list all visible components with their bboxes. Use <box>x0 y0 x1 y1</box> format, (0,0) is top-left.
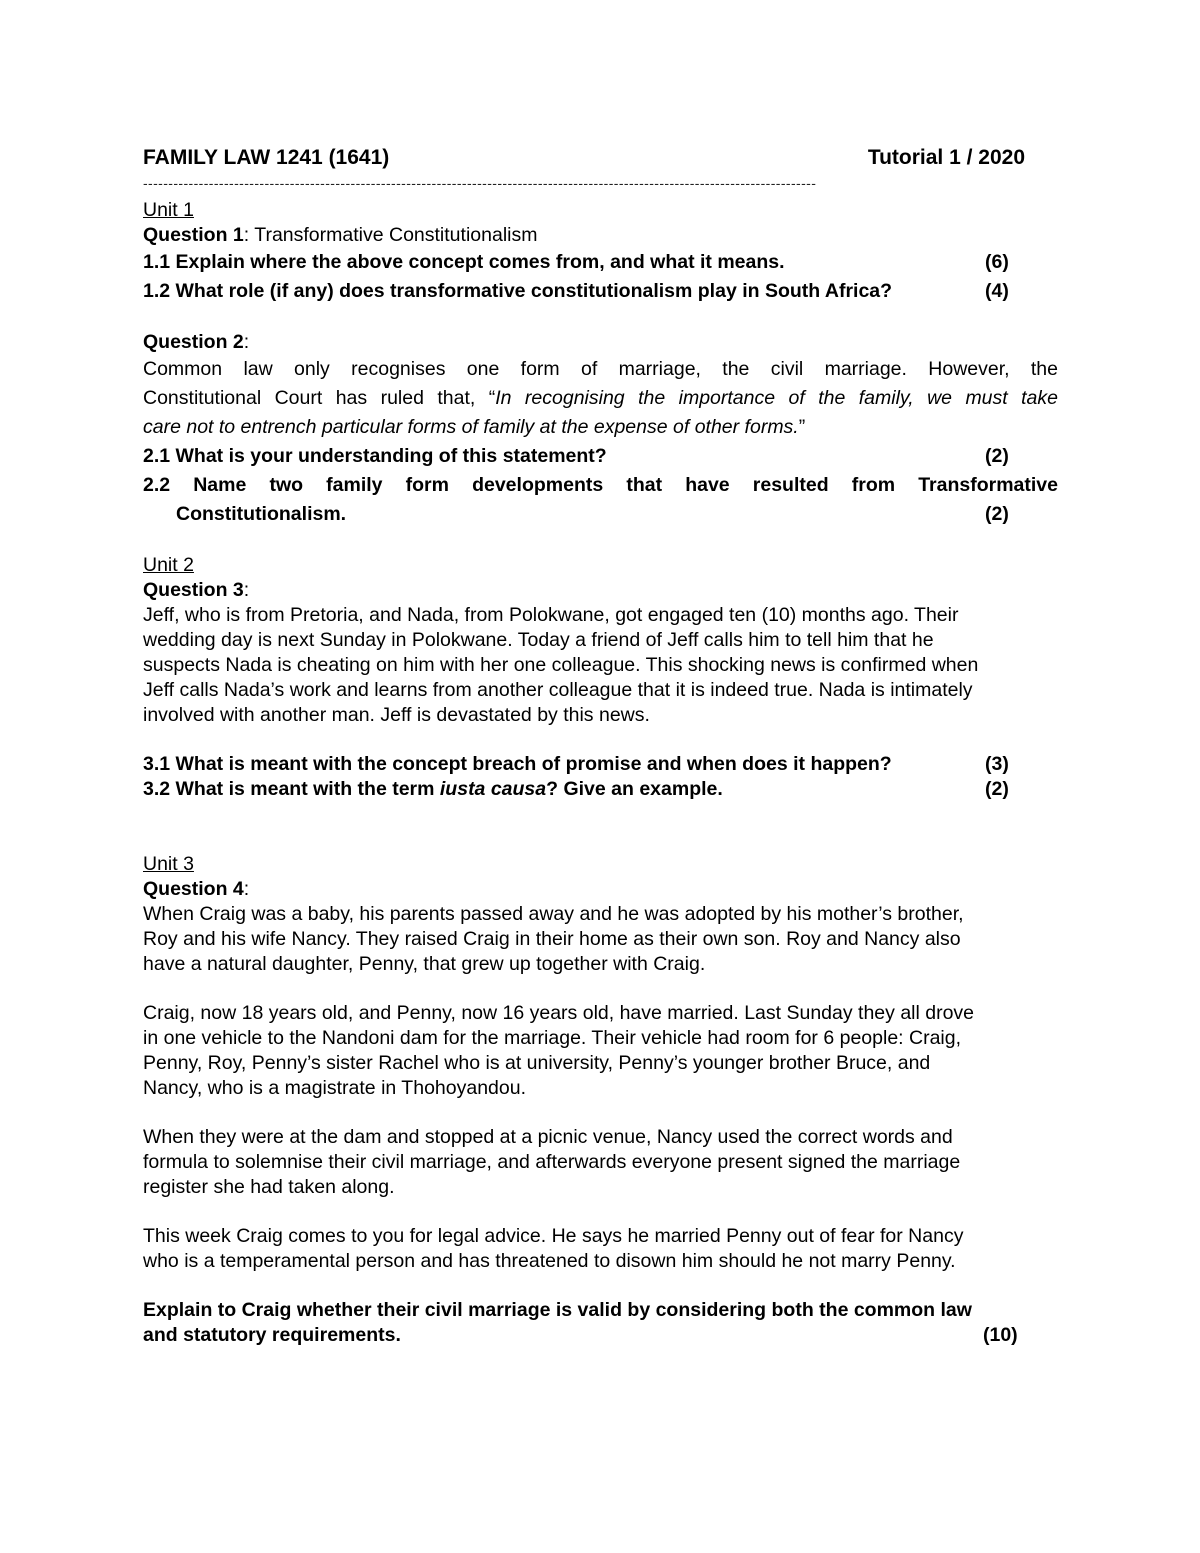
question-1-2 <box>143 277 1058 306</box>
question-2-2-mark: (2) <box>985 503 1009 525</box>
question-2-text-line-1: Common law only recognises one form of marriage, the civil marriage. However, the <box>143 358 1058 380</box>
unit-3-heading: Unit 3 <box>143 853 194 875</box>
question-1-topic: : Transformative Constitutionalism <box>243 224 538 246</box>
question-2-2-line-1: 2.2 Name two family form developments that have resulted from Transformative <box>143 474 1058 496</box>
question-1-1-text: 1.1 Explain where the above concept comes from, and what it means. <box>143 251 785 273</box>
question-1-heading <box>143 223 1058 248</box>
paragraph-line: Penny, Roy, Penny’s sister Rachel who is at university, Penny’s younger brother Bruce, and <box>143 1052 931 1074</box>
paragraph-line: register she had taken along. <box>143 1176 395 1198</box>
document-header <box>143 140 1058 176</box>
question-2-heading <box>143 330 1058 355</box>
question-4-task-mark: (10) <box>983 1324 1018 1346</box>
tutorial-title: Tutorial 1 / 2020 <box>867 146 1025 169</box>
question-2-1-mark: (2) <box>985 445 1009 467</box>
question-4-label: Question 4 <box>143 878 244 900</box>
question-3-2-text <box>143 778 723 800</box>
document-page <box>143 140 1058 1348</box>
question-4-heading <box>143 877 1058 902</box>
question-2-quote-part-1: In recognising the importance of the family, we must take <box>495 387 1058 409</box>
paragraph-line: in one vehicle to the Nandoni dam for the marriage. Their vehicle had room for 6 people: Craig, <box>143 1027 962 1049</box>
question-3-scenario <box>143 603 1058 728</box>
question-2-quote-part-2: care not to entrench particular forms of family at the expense of other forms. <box>143 416 799 438</box>
question-3-colon: : <box>243 579 250 601</box>
question-2-colon: : <box>243 331 250 353</box>
question-2-1 <box>143 442 1058 471</box>
question-1-1 <box>143 248 1058 277</box>
paragraph-line: formula to solemnise their civil marriage, and afterwards everyone present signed the marriage <box>143 1151 961 1173</box>
question-3-1-mark: (3) <box>985 753 1009 775</box>
paragraph-line: Roy and his wife Nancy. They raised Craig in their home as their own son. Roy and Nancy also <box>143 928 961 950</box>
divider: ------------------------------------------------------------------------------------------------------------------------------------- <box>143 176 817 191</box>
question-4-task-text: and statutory requirements. <box>143 1324 401 1346</box>
paragraph-line: who is a temperamental person and has threatened to disown him should he not marry Penny. <box>143 1250 956 1272</box>
question-2-2-line-2 <box>143 500 1058 529</box>
question-4-paragraph-1 <box>143 902 1058 977</box>
question-1-2-mark: (4) <box>985 280 1009 302</box>
unit-2-heading: Unit 2 <box>143 554 194 576</box>
course-title: FAMILY LAW 1241 (1641) <box>143 146 390 169</box>
paragraph-line: Craig, now 18 years old, and Penny, now 16 years old, have married. Last Sunday they all drove <box>143 1002 975 1024</box>
question-2-quote-close: ” <box>798 416 806 438</box>
question-3-2-term: iusta causa <box>439 778 547 800</box>
paragraph-line: Nancy, who is a magistrate in Thohoyandou. <box>143 1077 526 1099</box>
question-2-2-text: Constitutionalism. <box>176 503 347 525</box>
question-4-task-line-1: Explain to Craig whether their civil marriage is valid by considering both the common law <box>143 1299 972 1321</box>
question-3-1-text: 3.1 What is meant with the concept breach of promise and when does it happen? <box>143 753 892 775</box>
question-4-colon: : <box>243 878 250 900</box>
question-3-line: wedding day is next Sunday in Polokwane. Today a friend of Jeff calls him to tell him that he <box>143 629 934 651</box>
question-2-quote-intro: Constitutional Court has ruled that, “ <box>143 387 496 409</box>
paragraph-line: have a natural daughter, Penny, that grew up together with Craig. <box>143 953 706 975</box>
question-3-2-mark: (2) <box>985 778 1009 800</box>
question-4-task-line-2 <box>143 1323 1058 1348</box>
question-3-label: Question 3 <box>143 579 244 601</box>
question-3-2 <box>143 777 1058 802</box>
question-3-line: suspects Nada is cheating on him with her one colleague. This shocking news is confirmed when <box>143 654 979 676</box>
question-3-heading <box>143 578 1058 603</box>
question-2-text-line-2 <box>143 384 1058 413</box>
unit-1-heading: Unit 1 <box>143 199 194 221</box>
question-2-text-line-3 <box>143 413 1058 442</box>
question-4-paragraph-2 <box>143 1001 1058 1101</box>
paragraph-line: When they were at the dam and stopped at a picnic venue, Nancy used the correct words and <box>143 1126 953 1148</box>
question-1-label: Question 1 <box>143 224 244 246</box>
question-1-2-text: 1.2 What role (if any) does transformative constitutionalism play in South Africa? <box>143 280 893 302</box>
question-3-line: Jeff calls Nada’s work and learns from another colleague that it is indeed true. Nada is intimately <box>143 679 973 701</box>
question-3-line: Jeff, who is from Pretoria, and Nada, from Polokwane, got engaged ten (10) months ago. Their <box>143 604 959 626</box>
question-4-paragraph-4 <box>143 1224 1058 1274</box>
question-3-2-text-a: 3.2 What is meant with the term <box>143 778 440 800</box>
question-3-1 <box>143 752 1058 777</box>
paragraph-line: When Craig was a baby, his parents passed away and he was adopted by his mother’s brother, <box>143 903 964 925</box>
paragraph-line: This week Craig comes to you for legal advice. He says he married Penny out of fear for Nancy <box>143 1225 964 1247</box>
question-2-1-text: 2.1 What is your understanding of this statement? <box>143 445 607 467</box>
question-2-label: Question 2 <box>143 331 244 353</box>
question-3-line: involved with another man. Jeff is devastated by this news. <box>143 704 650 726</box>
question-3-2-text-c: ? Give an example. <box>546 778 723 800</box>
question-4-paragraph-3 <box>143 1125 1058 1200</box>
question-1-1-mark: (6) <box>985 251 1009 273</box>
